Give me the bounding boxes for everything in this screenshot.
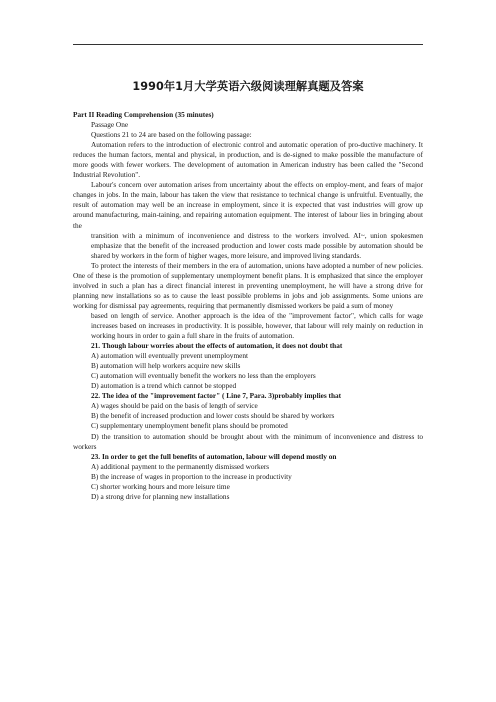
question-22-option-d: D) the transition to automation should be brought about with the minimum of inconvenience and distress to workers xyxy=(73,431,423,451)
question-23-stem: 23. In order to get the full benefits of automation, labour will depend mostly on xyxy=(91,451,337,461)
question-21-option-a: A) automation will eventually prevent unemployment xyxy=(91,351,249,361)
question-23-option-c: C) shorter working hours and more leisure time xyxy=(91,481,230,491)
question-23-option-d: D) a strong drive for planning new installations xyxy=(91,491,230,501)
page-title: 1990年1月大学英语六级阅读理解真题及答案 xyxy=(132,80,364,93)
passage-paragraph-3: To protect the interests of their members in the era of automation, unions have adopted a number of new policies. One of these is the promotion of supplementary unemployment benefit plans. It is emphasized that since the employer involved in such a plan has a direct financial interest in preventing unemployment, he will have a strong drive for planning new installations so as to cause the least possible problems in jobs and job assignments. Some unions are working for dismissal pay agreements, requiring that permanently dismissed workers be paid a sum of money xyxy=(73,260,423,310)
question-21-stem: 21. Though labour worries about the effects of automation, it does not doubt that xyxy=(91,341,343,351)
section-heading: Part II Reading Comprehension (35 minutes) xyxy=(73,110,214,119)
passage-paragraph-2-continued: transition with a minimum of inconvenience and distress to the workers involved. AI~, union spokesmen emphasize that the benefit of the increased production and lower costs made possible by automation should be shared by workers in the form of higher wages, more leisure, and improved living standards. xyxy=(91,230,423,260)
question-21-option-b: B) automation will help workers acquire new skills xyxy=(91,361,241,371)
header-rule xyxy=(73,44,423,45)
question-22-stem: 22. The idea of the "improvement factor" ( Line 7, Para. 3)probably implies that xyxy=(91,391,342,401)
question-21-option-d: D) automation is a trend which cannot be stopped xyxy=(91,381,237,391)
passage-paragraph-1: Automation refers to the introduction of electronic control and automatic operation of pro-ductive machinery. It reduces the human factors, mental and physical, in production, and is de-signed to make possible the manufacture of more goods with fewer workers. The development of automation in American industry has been called the "Second Industrial Revolution". xyxy=(73,140,423,180)
question-22-option-a: A) wages should be paid on the basis of length of service xyxy=(91,401,258,411)
question-21-option-c: C) automation will eventually benefit the workers no less than the employers xyxy=(91,371,316,381)
question-22-option-c: C) supplementary unemployment benefit plans should be promoted xyxy=(91,421,288,431)
question-23-option-a: A) additional payment to the permanently dismissed workers xyxy=(91,461,270,471)
document-body xyxy=(73,110,423,502)
passage-paragraph-3-continued: based on length of service. Another approach is the idea of the "improvement factor", which calls for wage increases based on increases in productivity. It is possible, however, that labour will rely mainly on reduction in working hours in order to gain a full share in the fruits of automation. xyxy=(91,310,423,341)
question-23-option-b: B) the increase of wages in proportion to the increase in productivity xyxy=(91,471,292,481)
question-22-option-b: B) the benefit of increased production and lower costs should be shared by workers xyxy=(91,411,335,421)
passage-paragraph-2: Labour's concern over automation arises from uncertainty about the effects on employ-ment, and fears of major changes in jobs. In the main, labour has taken the view that resistance to technical change is unfruitful. Eventually, the result of automation may well be an increase in employment, since it is expected that vast industries will grow up around manufacturing, main-taining, and repairing automation equipment. The interest of labour lies in bringing about the xyxy=(73,180,423,230)
passage-label: Passage One xyxy=(91,120,129,130)
passage-instruction: Questions 21 to 24 are based on the following passage: xyxy=(91,130,252,140)
